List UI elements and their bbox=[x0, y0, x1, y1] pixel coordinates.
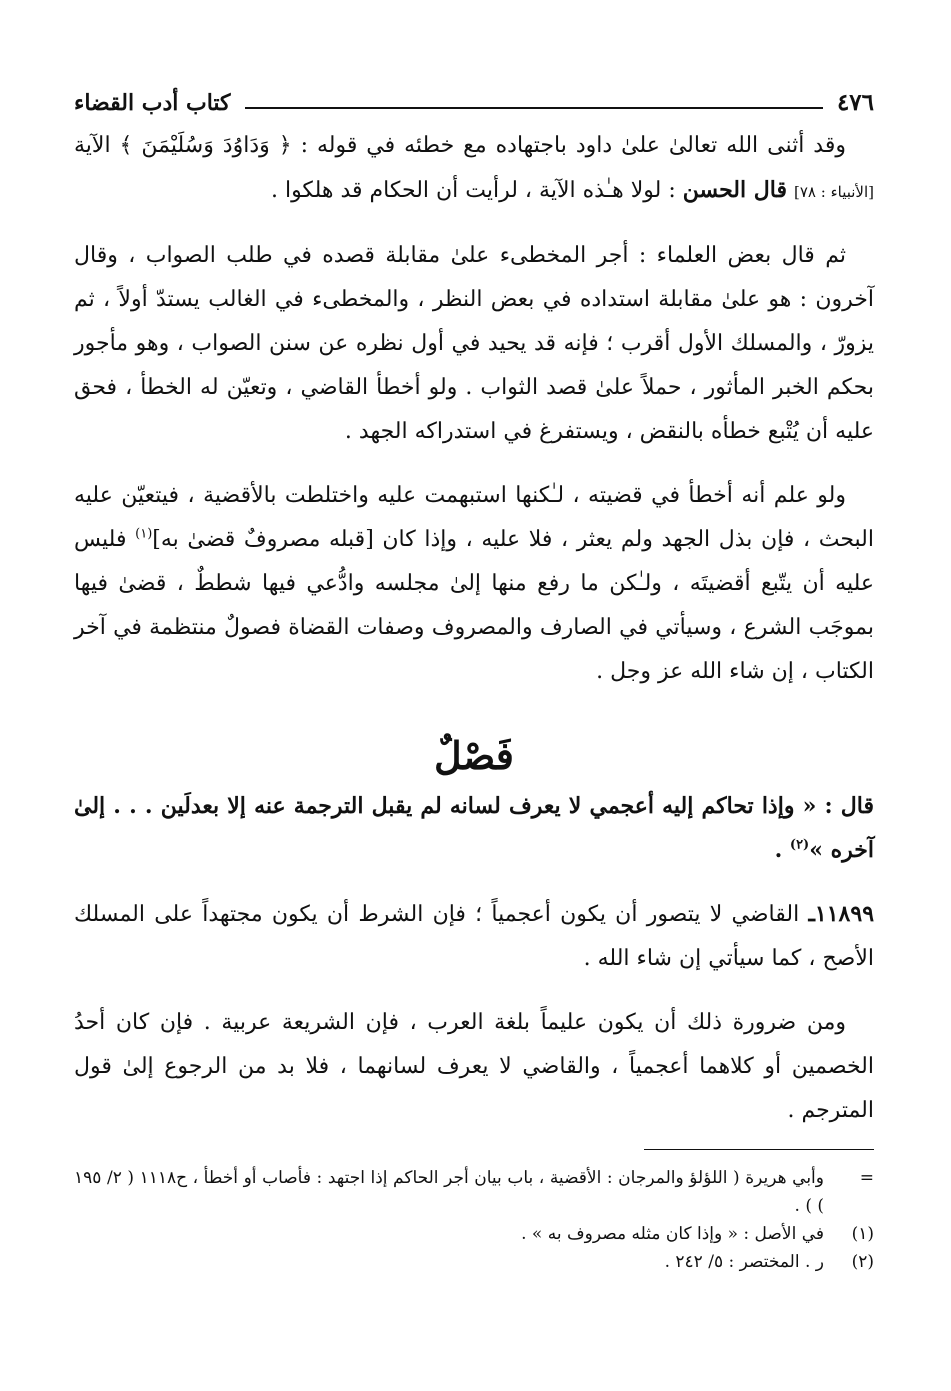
footnote-text: وأبي هريرة ( اللؤلؤ والمرجان : الأقضية ، باب بيان أجر الحاكم إذا اجتهد : فأصاب أو أخطأ ، ح١١١٨ ( ٢/ ١٩٥ ) ) . bbox=[74, 1168, 824, 1216]
paragraph-3 bbox=[74, 474, 874, 694]
matn-end: . bbox=[774, 837, 783, 863]
footnote-text: في الأصل : « وإذا كان مثله مصروف به » . bbox=[521, 1224, 824, 1244]
footnote-item bbox=[74, 1248, 874, 1276]
matn-paragraph bbox=[74, 784, 874, 872]
footnote-item bbox=[74, 1220, 874, 1248]
header-rule bbox=[245, 107, 823, 109]
footnote-mark: (١) bbox=[851, 1224, 874, 1244]
page-number: ٤٧٦ bbox=[836, 89, 874, 116]
paragraph-3-before: ولو علم أنه أخطأ في قضيته ، لـٰكنها استبهمت عليه واختلطت بالأقضية ، فيتعيّن عليه البحث ، فإن بذل الجهد ولم يعثر ، فلا عليه ، وإذا كان [قبله مصروفٌ قضىٰ به] bbox=[74, 483, 874, 552]
paragraph-1 bbox=[74, 124, 874, 214]
paragraph-3-after: فليس عليه أن يتّبع أقضيتَه ، ولـٰكن ما رفع منها إلىٰ مجلسه وادُّعي فيها شططٌ ، قضىٰ فيها بموجَب الشرع ، وسيأتي في الصارف والمصروف وصفات القضاة فصولٌ منتظمة في آخر الكتاب ، إن شاء الله عز وجل . bbox=[74, 527, 874, 684]
paragraph-4-text: القاضي لا يتصور أن يكون أعجمياً ؛ فإن الشرط أن يكون مجتهداً على المسلك الأصح ، كما سيأتي إن شاء الله . bbox=[74, 902, 874, 971]
speaker-name: قال الحسن bbox=[682, 177, 787, 203]
footnote-item bbox=[74, 1164, 874, 1220]
book-title: كتاب أدب القضاء bbox=[74, 90, 231, 116]
footnote-text: ر . المختصر : ٥/ ٢٤٢ . bbox=[664, 1252, 824, 1272]
paragraph-5: ومن ضرورة ذلك أن يكون عليماً بلغة العرب ، فإن الشريعة عربية . فإن كان أحدُ الخصمين أو كلاهما أعجمياً ، والقاضي لا يعرف لسانهما ، فلا بد من الرجوع إلىٰ قول المترجم . bbox=[74, 1010, 874, 1123]
paragraph-4 bbox=[74, 892, 874, 981]
footnote-mark: (٢) bbox=[851, 1252, 874, 1272]
paragraph-1-quote: : لولا هـٰذه الآية ، لرأيت أن الحكام قد هلكوا . bbox=[270, 178, 676, 203]
section-heading: فَصْلٌ bbox=[434, 733, 514, 778]
matn-text: قال : « وإذا تحاكم إليه أعجمي لا يعرف لسانه لم يقبل الترجمة عنه إلا بعدلَين . . . إلىٰ آخره » bbox=[74, 793, 874, 863]
paragraph-1-text: وقد أثنى الله تعالىٰ علىٰ داود باجتهاده مع خطئه في قوله : ﴿ وَدَاوُدَ وَسُلَيْمَنَ ﴾ الآية bbox=[74, 133, 846, 158]
quran-reference: [الأنبياء : ٧٨] bbox=[794, 183, 874, 201]
running-header bbox=[74, 82, 874, 118]
book-page bbox=[74, 82, 874, 1332]
footnote-mark: = bbox=[859, 1168, 874, 1188]
paragraph-2: ثم قال بعض العلماء : أجر المخطىء علىٰ مقابلة قصده في طلب الصواب ، وقال آخرون : هو علىٰ مقابلة استداده في بعض النظر ، والمخطىء في الغالب يستدّ أولاً ، ثم يزورّ ، والمسلك الأول أقرب ؛ فإنه قد يحيد في أول نظره عن سنن الصواب ، وهو مأجور بحكم الخبر المأثور ، حملاً علىٰ قصد الثواب . ولو أخطأ القاضي ، وتعيّن له الخطأ ، فحق عليه أن يُتْبع خطأه بالنقض ، ويستفرغ في استدراكه الجهد . bbox=[74, 243, 874, 444]
footnote-separator bbox=[644, 1149, 874, 1150]
item-number: ١١٨٩٩ـ bbox=[808, 901, 875, 927]
footnote-ref-1: (١) bbox=[135, 526, 153, 542]
footnotes bbox=[74, 1164, 874, 1276]
footnote-ref-2: (٢) bbox=[789, 837, 810, 853]
